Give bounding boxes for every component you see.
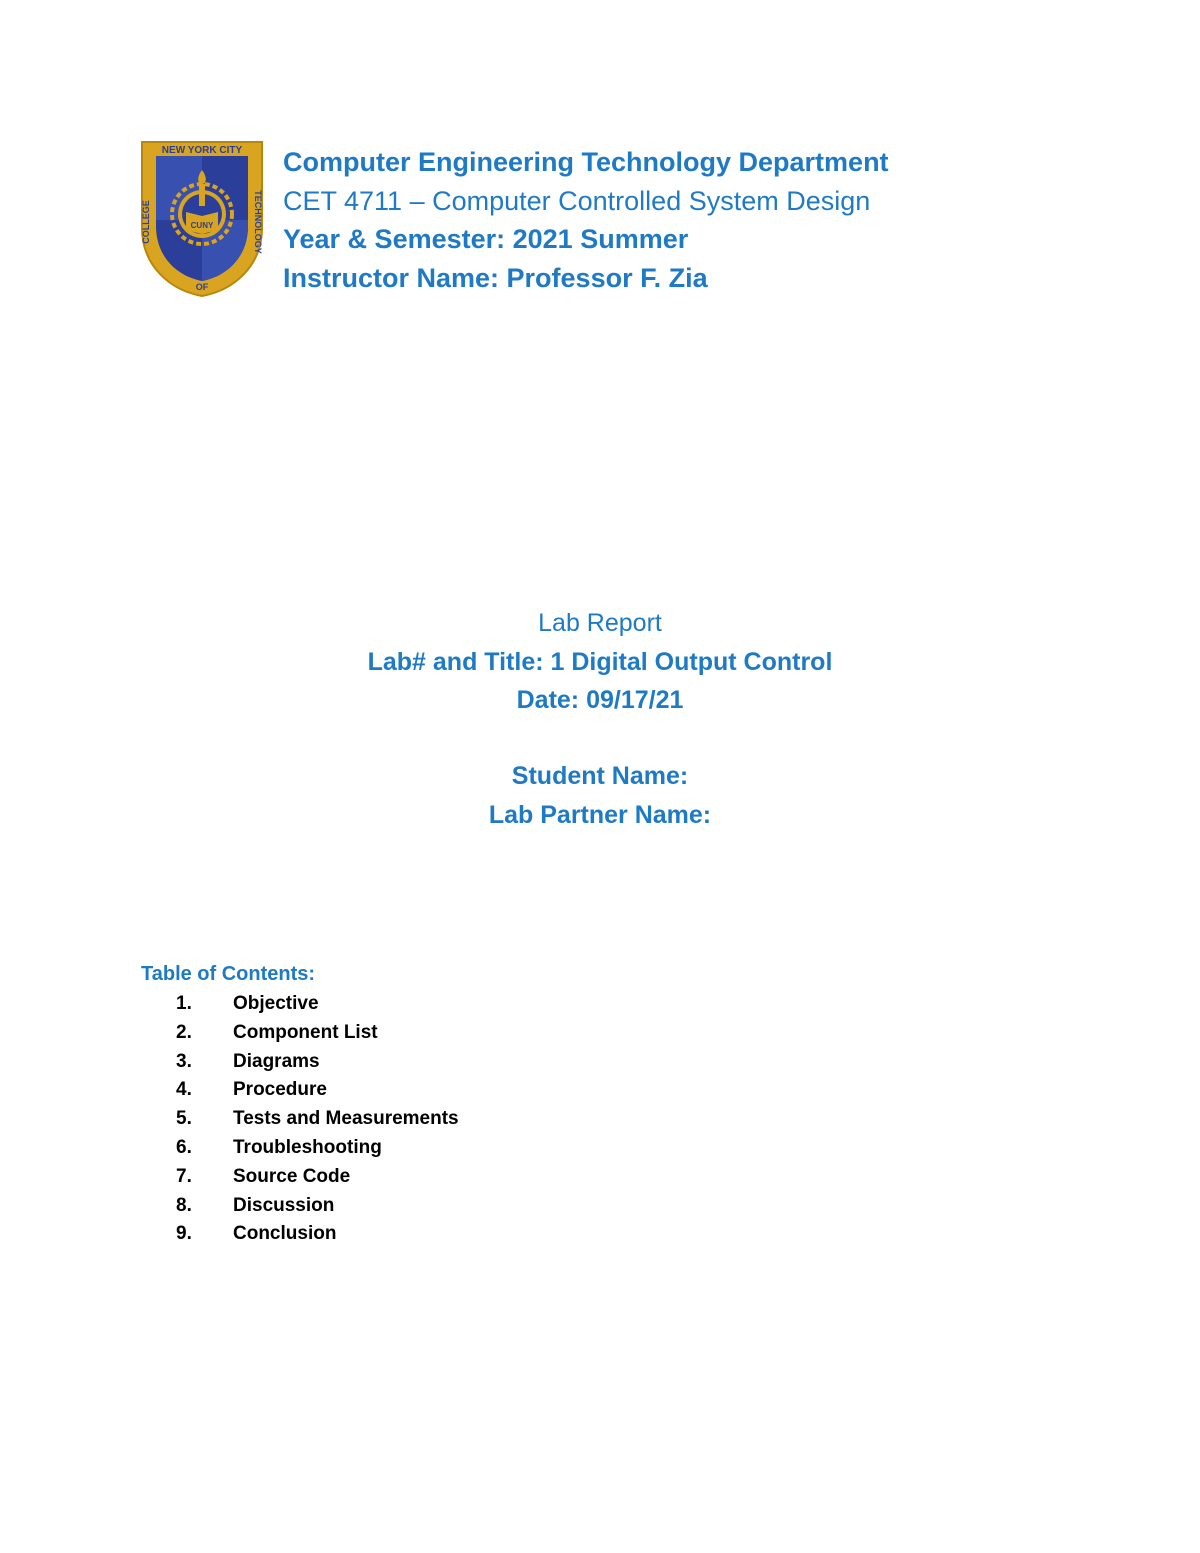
toc-item-label: Tests and Measurements (233, 1108, 459, 1130)
lab-title: Lab# and Title: 1 Digital Output Control (367, 647, 833, 676)
report-title: Lab Report (538, 609, 662, 637)
logo-right-text: TECHNOLOGY (253, 190, 263, 254)
course-name: CET 4711 – Computer Controlled System Design (283, 185, 871, 216)
toc-item-number: 4. (176, 1079, 192, 1101)
toc-item-label: Source Code (233, 1165, 351, 1187)
course-header (283, 143, 889, 297)
toc-item-label: Procedure (233, 1079, 327, 1101)
toc-item-number: 3. (176, 1050, 192, 1072)
student-name-label: Student Name: (511, 762, 689, 790)
instructor-name: Instructor Name: Professor F. Zia (283, 262, 708, 293)
toc-item-number: 2. (176, 1021, 192, 1043)
toc-title: Table of Contents: (141, 963, 316, 985)
list-item (141, 1105, 459, 1134)
semester: Year & Semester: 2021 Summer (283, 224, 689, 254)
list-item (141, 1076, 459, 1105)
logo-left-text: COLLEGE (141, 200, 151, 244)
list-item (141, 1019, 459, 1048)
toc-item-number: 7. (176, 1165, 192, 1187)
report-date: Date: 09/17/21 (516, 686, 684, 714)
toc-list (141, 990, 459, 1249)
list-item (141, 1220, 459, 1249)
list-item (141, 990, 459, 1019)
toc-item-label: Diagrams (233, 1050, 320, 1072)
logo-center-text: CUNY (190, 221, 214, 230)
logo-top-text: NEW YORK CITY (161, 145, 243, 156)
toc-item-label: Objective (233, 993, 319, 1014)
list-item (141, 1163, 459, 1192)
partner-name-label: Lab Partner Name: (488, 800, 712, 829)
names-block (0, 757, 1200, 834)
toc-item-number: 8. (176, 1194, 192, 1216)
list-item (141, 1192, 459, 1221)
toc-item-number: 9. (176, 1223, 192, 1245)
toc-item-number: 5. (176, 1108, 192, 1130)
list-item (141, 1134, 459, 1163)
toc-item-number: 1. (176, 993, 192, 1014)
toc-item-number: 6. (176, 1136, 192, 1158)
list-item (141, 1048, 459, 1077)
logo-bottom-text: OF (195, 282, 209, 292)
toc-item-label: Conclusion (233, 1223, 337, 1245)
college-seal-icon (140, 140, 264, 298)
department-name: Computer Engineering Technology Department (283, 147, 889, 177)
toc-item-label: Troubleshooting (233, 1136, 382, 1158)
toc-item-label: Component List (233, 1021, 378, 1043)
toc-item-label: Discussion (233, 1194, 335, 1216)
report-title-block (0, 604, 1200, 720)
